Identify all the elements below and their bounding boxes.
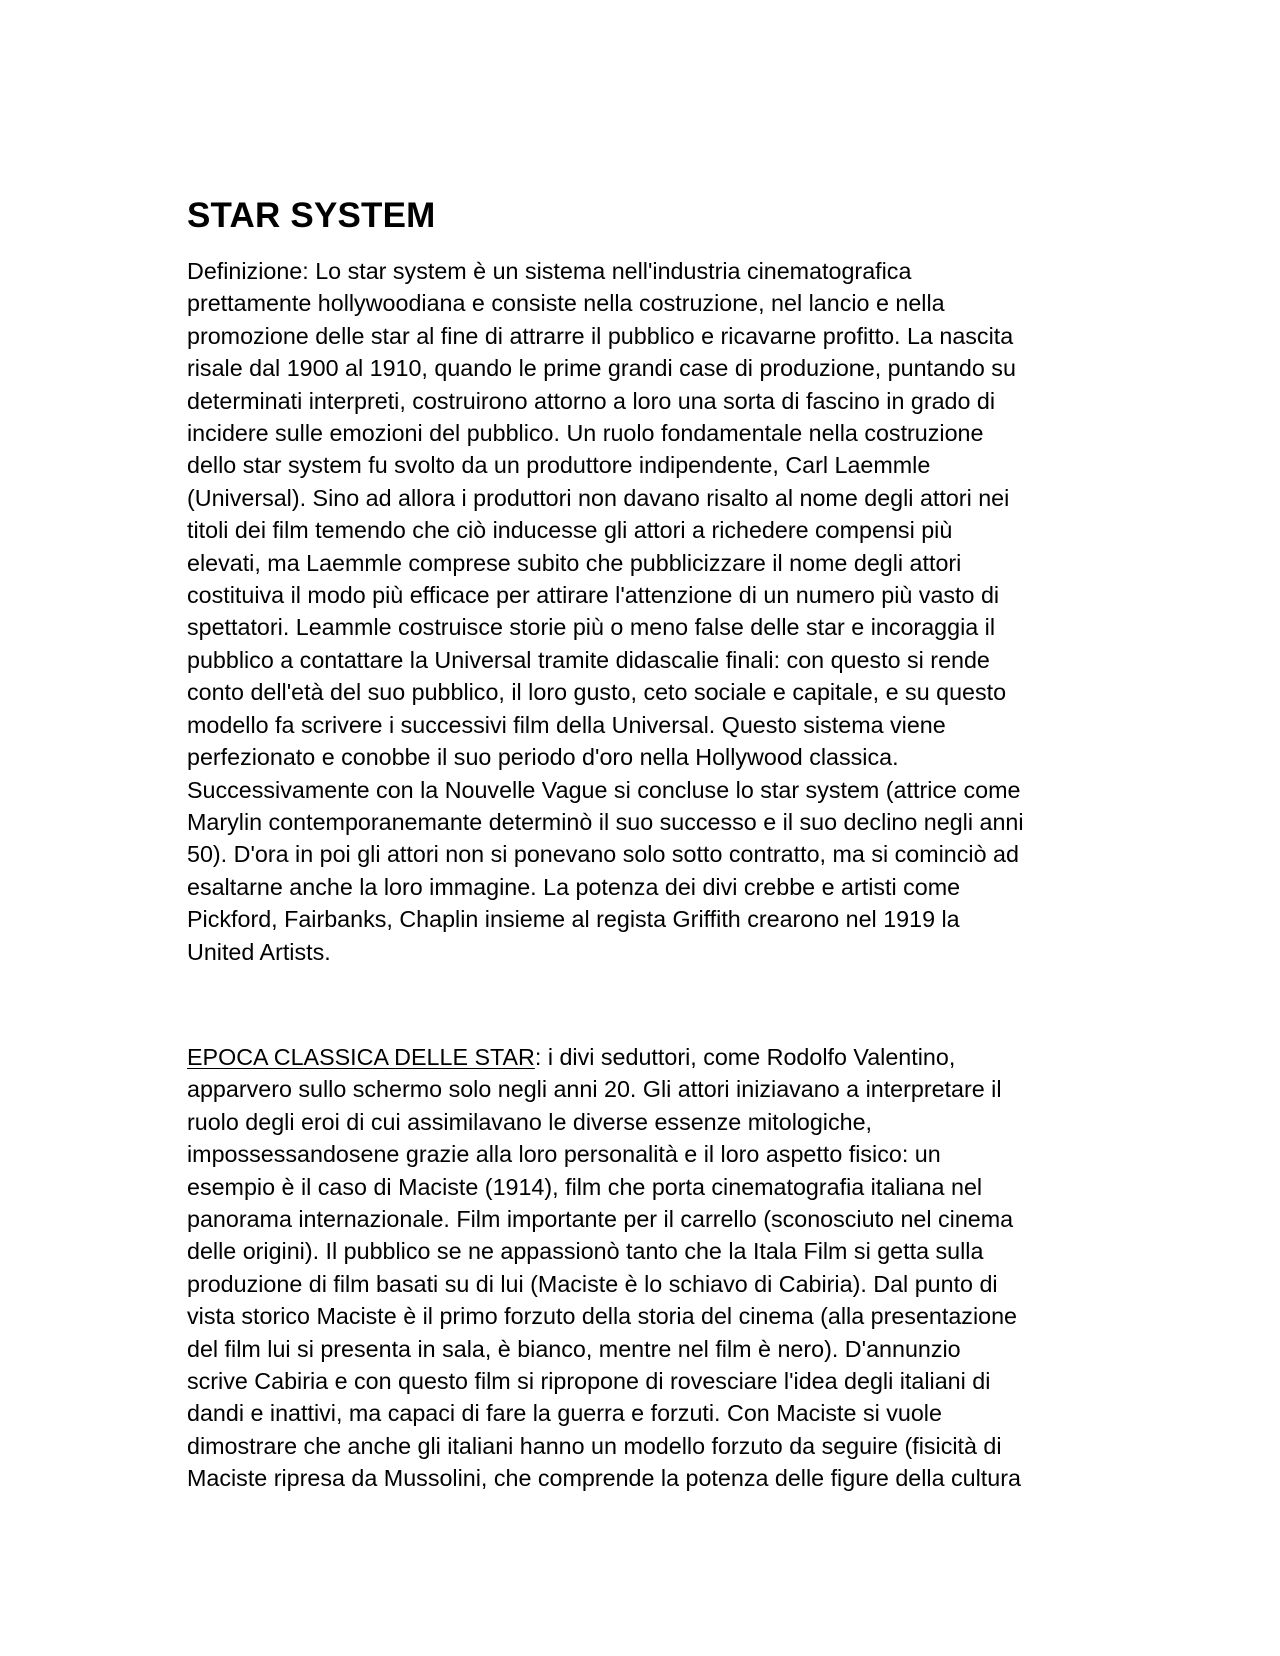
text-line: Pickford, Fairbanks, Chaplin insieme al regista Griffith crearono nel 1919 la bbox=[187, 906, 960, 933]
text-line: del film lui si presenta in sala, è bianco, mentre nel film è nero). D'annunzio bbox=[187, 1335, 961, 1362]
text-line: incidere sulle emozioni del pubblico. Un ruolo fondamentale nella costruzione bbox=[187, 420, 984, 447]
text-line: panorama internazionale. Film importante per il carrello (sconosciuto nel cinema bbox=[187, 1205, 1014, 1232]
text-line: delle origini). Il pubblico se ne appassionò tanto che la Itala Film si getta sulla bbox=[187, 1238, 984, 1265]
text-line: Marylin contemporanemante determinò il suo successo e il suo declino negli anni bbox=[187, 808, 1024, 835]
text-line: United Artists. bbox=[187, 938, 331, 965]
text-line: dello star system fu svolto da un produttore indipendente, Carl Laemmle bbox=[187, 452, 931, 479]
document-content bbox=[187, 196, 1087, 1495]
text-line: elevati, ma Laemmle comprese subito che pubblicizzare il nome degli attori bbox=[187, 549, 962, 576]
text-line: risale dal 1900 al 1910, quando le prime grandi case di produzione, puntando su bbox=[187, 355, 1016, 382]
text-line: perfezionato e conobbe il suo periodo d'oro nella Hollywood classica. bbox=[187, 744, 899, 771]
section-heading: EPOCA CLASSICA DELLE STAR bbox=[187, 1043, 535, 1070]
definition-paragraph bbox=[187, 255, 1087, 968]
text-line: impossessandosene grazie alla loro personalità e il loro aspetto fisico: un bbox=[187, 1141, 941, 1168]
section-heading-continuation: : i divi seduttori, come Rodolfo Valentino, bbox=[534, 1043, 956, 1070]
text-line: modello fa scrivere i successivi film della Universal. Questo sistema viene bbox=[187, 711, 946, 738]
text-line: 50). D'ora in poi gli attori non si ponevano solo sotto contratto, ma si cominciò ad bbox=[187, 841, 1019, 868]
text-line: apparvero sullo schermo solo negli anni 20. Gli attori iniziavano a interpretare il bbox=[187, 1076, 1002, 1103]
text-line: determinati interpreti, costruirono attorno a loro una sorta di fascino in grado di bbox=[187, 387, 996, 414]
paragraph-first-line bbox=[187, 1041, 1087, 1073]
text-line: Successivamente con la Nouvelle Vague si concluse lo star system (attrice come bbox=[187, 776, 1021, 803]
text-line: produzione di film basati su di lui (Maciste è lo schiavo di Cabiria). Dal punto di bbox=[187, 1270, 998, 1297]
text-line: ruolo degli eroi di cui assimilavano le diverse essenze mitologiche, bbox=[187, 1108, 873, 1135]
text-line: pubblico a contattare la Universal tramite didascalie finali: con questo si rende bbox=[187, 646, 990, 673]
text-line: esaltarne anche la loro immagine. La potenza dei divi crebbe e artisti come bbox=[187, 873, 961, 900]
text-line: scrive Cabiria e con questo film si ripropone di rovesciare l'idea degli italiani di bbox=[187, 1368, 991, 1394]
text-line: (Universal). Sino ad allora i produttori non davano risalto al nome degli attori nei bbox=[187, 484, 1010, 511]
paragraph-spacer bbox=[187, 968, 1087, 1041]
text-line: prettamente hollywoodiana e consiste nella costruzione, nel lancio e nella bbox=[187, 290, 945, 317]
page-title: STAR SYSTEM bbox=[187, 196, 436, 235]
text-line: vista storico Maciste è il primo forzuto della storia del cinema (alla presentazione bbox=[187, 1303, 1017, 1330]
text-line: dandi e inattivi, ma capaci di fare la guerra e forzuti. Con Maciste si vuole bbox=[187, 1400, 942, 1427]
text-line: dimostrare che anche gli italiani hanno un modello forzuto da seguire (fisicità di bbox=[187, 1432, 1002, 1459]
text-line: Definizione: Lo star system è un sistema nell'industria cinematografica bbox=[187, 258, 912, 284]
text-line: esempio è il caso di Maciste (1914), film che porta cinematografia italiana nel bbox=[187, 1173, 983, 1200]
text-line: conto dell'età del suo pubblico, il loro gusto, ceto sociale e capitale, e su questo bbox=[187, 679, 1007, 706]
text-line: spettatori. Leammle costruisce storie più o meno false delle star e incoraggia il bbox=[187, 614, 996, 641]
text-line: Maciste ripresa da Mussolini, che comprende la potenza delle figure della cultura bbox=[187, 1465, 1021, 1492]
text-line: costituiva il modo più efficace per attirare l'attenzione di un numero più vasto di bbox=[187, 582, 1000, 609]
text-line: promozione delle star al fine di attrarre il pubblico e ricavarne profitto. La nascita bbox=[187, 322, 1014, 349]
classic-era-paragraph bbox=[187, 1041, 1087, 1495]
text-line: titoli dei film temendo che ciò inducesse gli attori a richedere compensi più bbox=[187, 517, 953, 544]
